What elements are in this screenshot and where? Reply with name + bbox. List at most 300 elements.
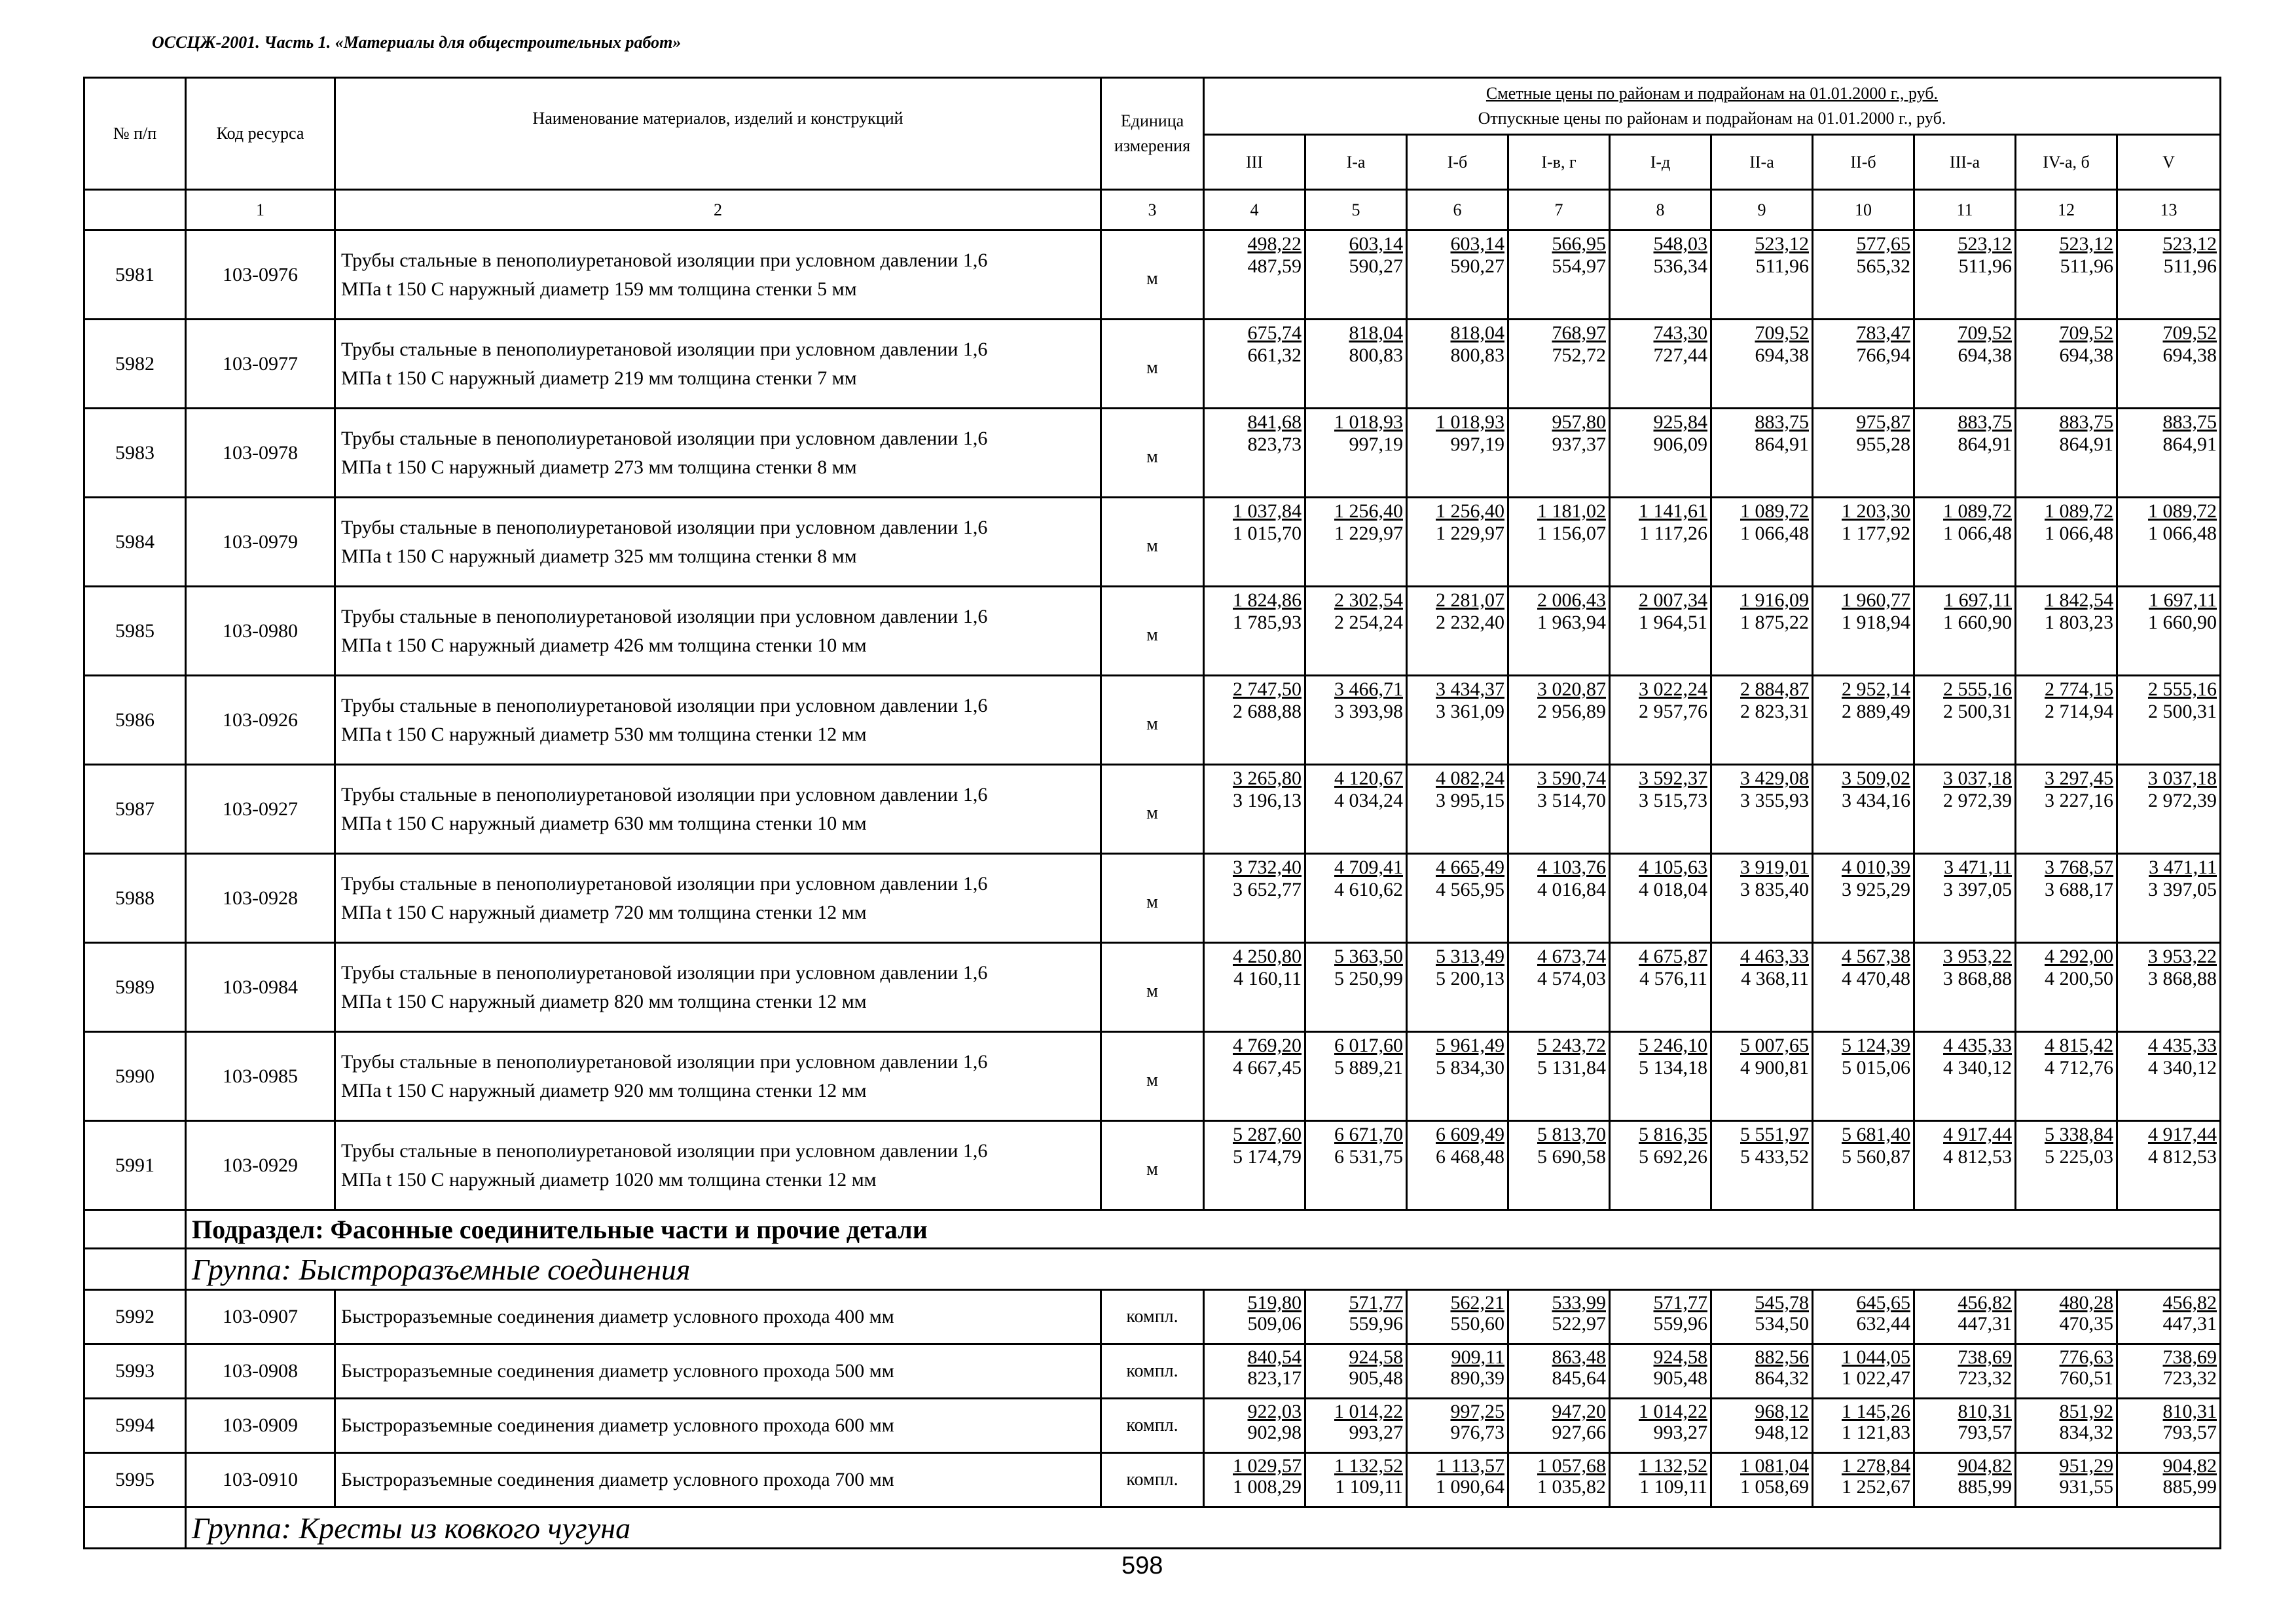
release-price: 2 956,89 — [1537, 701, 1606, 722]
row-number: 5986 — [85, 676, 187, 764]
material-name — [336, 1122, 1102, 1209]
page-number: 598 — [1121, 1552, 1163, 1579]
price-cell — [1205, 1454, 1306, 1506]
price-cell — [1408, 1399, 1509, 1452]
column-number: 8 — [1611, 191, 1712, 229]
release-price: 1 090,64 — [1436, 1476, 1504, 1498]
release-price: 1 875,22 — [1740, 612, 1809, 633]
unit: м — [1102, 766, 1205, 853]
price-cell — [1306, 1033, 1408, 1120]
material-name — [336, 231, 1102, 318]
material-name-line: МПа t 150 С наружный диаметр 820 мм толщина стенки 12 мм — [341, 990, 867, 1012]
estimate-price: 883,75 — [1755, 411, 1809, 433]
table-header-row — [85, 79, 2219, 191]
release-price: 2 889,49 — [1842, 701, 1910, 722]
release-price: 993,27 — [1653, 1422, 1707, 1443]
estimate-price: 4 815,42 — [2045, 1035, 2113, 1056]
region-header: II-а — [1712, 136, 1813, 189]
estimate-price: 4 082,24 — [1436, 767, 1504, 789]
resource-code: 103-0909 — [187, 1399, 336, 1452]
estimate-price: 5 243,72 — [1537, 1035, 1606, 1056]
price-cell — [2016, 855, 2118, 942]
price-cell — [1509, 498, 1611, 585]
region-header: IV-а, б — [2016, 136, 2118, 189]
price-cell — [2016, 231, 2118, 318]
material-name-line: Трубы стальные в пенополиуретановой изоляции при условном давлении 1,6 — [341, 872, 988, 895]
material-name-line: МПа t 150 С наружный диаметр 325 мм толщина стенки 8 мм — [341, 545, 857, 567]
price-cell — [1205, 855, 1306, 942]
price-cell — [1509, 1122, 1611, 1209]
row-number: 5989 — [85, 944, 187, 1031]
release-price: 1 229,97 — [1436, 523, 1504, 544]
release-price: 1 803,23 — [2045, 612, 2113, 633]
release-price: 937,37 — [1552, 434, 1606, 455]
estimate-price: 947,20 — [1552, 1401, 1606, 1422]
region-header: II-б — [1813, 136, 1915, 189]
price-cell — [1408, 320, 1509, 407]
release-price: 3 397,05 — [1943, 879, 2012, 900]
price-cell — [1509, 1033, 1611, 1120]
column-number: 11 — [1915, 191, 2016, 229]
estimate-price: 709,52 — [1958, 322, 2012, 344]
release-price: 3 227,16 — [2045, 790, 2113, 811]
price-cell — [2016, 1454, 2118, 1506]
release-price: 2 957,76 — [1639, 701, 1707, 722]
release-price: 694,38 — [2059, 344, 2113, 366]
estimate-price: 883,75 — [2162, 411, 2217, 433]
price-cell — [1306, 855, 1408, 942]
release-price: 661,32 — [1247, 344, 1302, 366]
unit: м — [1102, 320, 1205, 407]
release-price: 470,35 — [2059, 1313, 2113, 1335]
release-price: 554,97 — [1552, 255, 1606, 277]
release-price: 3 835,40 — [1740, 879, 1809, 900]
release-price: 590,27 — [1349, 255, 1403, 277]
column-number: 12 — [2016, 191, 2118, 229]
release-price: 1 963,94 — [1537, 612, 1606, 633]
estimate-price: 904,82 — [1958, 1455, 2012, 1477]
estimate-price: 3 509,02 — [1842, 767, 1910, 789]
material-name — [336, 855, 1102, 942]
material-name: Быстроразъемные соединения диаметр условного прохода 400 мм — [336, 1291, 1102, 1343]
resource-code: 103-0907 — [187, 1291, 336, 1343]
estimate-price: 3 590,74 — [1537, 767, 1606, 789]
estimate-price: 577,65 — [1856, 233, 1910, 255]
release-price: 1 117,26 — [1639, 523, 1707, 544]
release-price: 1 156,07 — [1537, 523, 1606, 544]
estimate-price: 533,99 — [1552, 1292, 1606, 1314]
region-header: III — [1205, 136, 1306, 189]
estimate-price: 5 287,60 — [1233, 1124, 1302, 1145]
unit: м — [1102, 231, 1205, 318]
column-number: 3 — [1102, 191, 1205, 229]
price-cell — [1509, 409, 1611, 496]
release-price: 5 131,84 — [1537, 1057, 1606, 1079]
resource-code: 103-0978 — [187, 409, 336, 496]
price-cell — [1408, 1454, 1509, 1506]
price-cell — [2118, 1033, 2219, 1120]
release-price: 4 200,50 — [2045, 968, 2113, 989]
estimate-price: 1 081,04 — [1740, 1455, 1809, 1477]
table-row — [85, 1454, 2219, 1508]
release-price: 2 500,31 — [2148, 701, 2217, 722]
release-price: 5 690,58 — [1537, 1146, 1606, 1168]
release-price: 4 712,76 — [2045, 1057, 2113, 1079]
unit: м — [1102, 855, 1205, 942]
price-cell — [1813, 1033, 1915, 1120]
resource-code: 103-0979 — [187, 498, 336, 585]
price-cell — [1408, 1033, 1509, 1120]
row-number: 5992 — [85, 1291, 187, 1343]
estimate-price: 5 681,40 — [1842, 1124, 1910, 1145]
row-number: 5994 — [85, 1399, 187, 1452]
price-cell — [2016, 587, 2118, 674]
price-cell — [1611, 1454, 1712, 1506]
estimate-price: 1 916,09 — [1740, 589, 1809, 611]
price-cell — [2118, 944, 2219, 1031]
price-cell — [1712, 1454, 1813, 1506]
release-price: 927,66 — [1552, 1422, 1606, 1443]
price-cell — [1205, 766, 1306, 853]
estimate-price: 5 313,49 — [1436, 946, 1504, 967]
estimate-price: 5 816,35 — [1639, 1124, 1707, 1145]
table-row — [85, 587, 2219, 676]
rows-section-connectors — [85, 1291, 2219, 1508]
release-price: 2 254,24 — [1334, 612, 1403, 633]
release-price: 864,91 — [2162, 434, 2217, 455]
estimate-price: 904,82 — [2162, 1455, 2217, 1477]
estimate-price: 924,58 — [1349, 1346, 1403, 1368]
release-price: 1 035,82 — [1537, 1476, 1606, 1498]
estimate-price: 3 471,11 — [2149, 857, 2217, 878]
price-cell — [1915, 1291, 2016, 1343]
material-name-text — [341, 781, 987, 838]
estimate-price: 776,63 — [2059, 1346, 2113, 1368]
price-cell — [1306, 409, 1408, 496]
release-price: 793,57 — [1958, 1422, 2012, 1443]
price-cell — [1205, 409, 1306, 496]
estimate-price: 1 824,86 — [1233, 589, 1302, 611]
release-price: 727,44 — [1653, 344, 1707, 366]
resource-code: 103-0980 — [187, 587, 336, 674]
table-row — [85, 1345, 2219, 1399]
estimate-price: 2 555,16 — [1943, 678, 2012, 700]
price-cell — [1509, 1345, 1611, 1397]
estimate-price: 1 256,40 — [1436, 500, 1504, 522]
price-cell — [1509, 1291, 1611, 1343]
material-name — [336, 498, 1102, 585]
estimate-price: 922,03 — [1247, 1401, 1302, 1422]
table-row — [85, 855, 2219, 944]
estimate-price: 1 029,57 — [1233, 1455, 1302, 1477]
release-price: 4 900,81 — [1740, 1057, 1809, 1079]
release-price: 509,06 — [1247, 1313, 1302, 1335]
estimate-price: 738,69 — [1958, 1346, 2012, 1368]
estimate-price: 1 256,40 — [1334, 500, 1403, 522]
price-cell — [1611, 498, 1712, 585]
prices-title-estimate: Сметные цены по районам и подрайонам на 01.01.2000 г., руб. — [1485, 84, 1939, 103]
price-cell — [1813, 320, 1915, 407]
group-title: Группа: Кресты из ковкого чугуна — [192, 1511, 631, 1545]
estimate-price: 603,14 — [1450, 233, 1504, 255]
price-cell — [1408, 409, 1509, 496]
resource-code: 103-0984 — [187, 944, 336, 1031]
release-price: 559,96 — [1349, 1313, 1403, 1335]
release-price: 6 468,48 — [1436, 1146, 1504, 1168]
estimate-price: 1 089,72 — [1943, 500, 2012, 522]
price-cell — [1205, 587, 1306, 674]
table-row — [85, 766, 2219, 855]
material-name-line: МПа t 150 С наружный диаметр 920 мм толщина стенки 12 мм — [341, 1079, 867, 1101]
unit: компл. — [1102, 1291, 1205, 1343]
unit: компл. — [1102, 1454, 1205, 1506]
unit: м — [1102, 676, 1205, 764]
estimate-price: 957,80 — [1552, 411, 1606, 433]
estimate-price: 743,30 — [1653, 322, 1707, 344]
release-price: 5 433,52 — [1740, 1146, 1809, 1168]
price-cell — [1915, 1345, 2016, 1397]
material-name-text — [341, 246, 987, 304]
price-cell — [1611, 409, 1712, 496]
header-code: Код ресурса — [187, 79, 336, 189]
estimate-price: 3 919,01 — [1740, 857, 1809, 878]
price-cell — [1813, 1345, 1915, 1397]
release-price: 823,73 — [1247, 434, 1302, 455]
release-price: 1 177,92 — [1842, 523, 1910, 544]
estimate-price: 5 007,65 — [1740, 1035, 1809, 1056]
release-price: 1 964,51 — [1639, 612, 1707, 633]
price-cell — [1306, 944, 1408, 1031]
estimate-price: 1 145,26 — [1842, 1401, 1910, 1422]
region-header: III-а — [1915, 136, 2016, 189]
estimate-price: 1 037,84 — [1233, 500, 1302, 522]
release-price: 845,64 — [1552, 1367, 1606, 1389]
price-cell — [2016, 766, 2118, 853]
price-cell — [1813, 1291, 1915, 1343]
price-cell — [1306, 498, 1408, 585]
material-name-line: Трубы стальные в пенополиуретановой изоляции при условном давлении 1,6 — [341, 427, 988, 449]
estimate-price: 4 917,44 — [2148, 1124, 2217, 1145]
estimate-price: 1 697,11 — [1944, 589, 2012, 611]
price-cell — [1915, 587, 2016, 674]
material-name-line: МПа t 150 С наружный диаметр 273 мм толщина стенки 8 мм — [341, 456, 857, 478]
release-price: 511,96 — [1958, 255, 2012, 277]
material-name-line: МПа t 150 С наружный диаметр 426 мм толщина стенки 10 мм — [341, 634, 867, 656]
material-name — [336, 944, 1102, 1031]
unit: м — [1102, 944, 1205, 1031]
estimate-price: 6 017,60 — [1334, 1035, 1403, 1056]
estimate-price: 571,77 — [1653, 1292, 1707, 1314]
release-price: 3 868,88 — [1943, 968, 2012, 989]
header-unit — [1102, 79, 1205, 189]
release-price: 1 058,69 — [1740, 1476, 1809, 1498]
row-number: 5995 — [85, 1454, 187, 1506]
release-price: 1 660,90 — [1943, 612, 2012, 633]
price-cell — [2118, 1345, 2219, 1397]
price-cell — [1408, 766, 1509, 853]
estimate-price: 841,68 — [1247, 411, 1302, 433]
estimate-price: 1 141,61 — [1639, 500, 1707, 522]
release-price: 511,96 — [2060, 255, 2113, 277]
group-title: Группа: Быстроразъемные соединения — [192, 1252, 691, 1286]
estimate-price: 2 747,50 — [1233, 678, 1302, 700]
release-price: 511,96 — [1755, 255, 1809, 277]
price-cell — [1205, 1291, 1306, 1343]
estimate-price: 5 551,97 — [1740, 1124, 1809, 1145]
price-cell — [1408, 231, 1509, 318]
unit: м — [1102, 1033, 1205, 1120]
release-price: 3 515,73 — [1639, 790, 1707, 811]
release-price: 4 368,11 — [1741, 968, 1809, 989]
estimate-price: 1 014,22 — [1639, 1401, 1707, 1422]
price-cell — [1712, 1399, 1813, 1452]
price-cell — [1813, 766, 1915, 853]
estimate-price: 997,25 — [1450, 1401, 1504, 1422]
estimate-price: 3 022,24 — [1639, 678, 1707, 700]
release-price: 800,83 — [1450, 344, 1504, 366]
table-row — [85, 1291, 2219, 1345]
price-cell — [2016, 320, 2118, 407]
estimate-price: 1 018,93 — [1436, 411, 1504, 433]
price-cell — [1306, 1399, 1408, 1452]
price-cell — [1712, 409, 1813, 496]
price-cell — [2118, 1454, 2219, 1506]
region-header: V — [2162, 152, 2175, 172]
release-price: 1 109,11 — [1639, 1476, 1707, 1498]
release-price: 5 889,21 — [1334, 1057, 1403, 1079]
price-cell — [1712, 231, 1813, 318]
price-cell — [1611, 587, 1712, 674]
release-price: 2 688,88 — [1233, 701, 1302, 722]
price-cell — [1813, 498, 1915, 585]
price-cell — [1611, 1399, 1712, 1452]
release-price: 590,27 — [1450, 255, 1504, 277]
estimate-price: 1 203,30 — [1842, 500, 1910, 522]
table-row — [85, 320, 2219, 409]
estimate-price: 3 466,71 — [1334, 678, 1403, 700]
estimate-price: 818,04 — [1450, 322, 1504, 344]
material-name-line: МПа t 150 С наружный диаметр 530 мм толщина стенки 12 мм — [341, 723, 867, 745]
material-name-line: Трубы стальные в пенополиуретановой изоляции при условном давлении 1,6 — [341, 783, 988, 805]
estimate-price: 1 132,52 — [1639, 1455, 1707, 1477]
price-cell — [1611, 766, 1712, 853]
release-price: 905,48 — [1653, 1367, 1707, 1389]
material-name-line: Трубы стальные в пенополиуретановой изоляции при условном давлении 1,6 — [341, 1139, 988, 1162]
price-cell — [2118, 1122, 2219, 1209]
release-price: 2 232,40 — [1436, 612, 1504, 633]
estimate-price: 3 953,22 — [1943, 946, 2012, 967]
price-cell — [2118, 587, 2219, 674]
estimate-price: 523,12 — [2059, 233, 2113, 255]
column-number: 13 — [2160, 200, 2178, 219]
release-price: 997,19 — [1450, 434, 1504, 455]
release-price: 5 015,06 — [1842, 1057, 1910, 1079]
estimate-price: 4 010,39 — [1842, 857, 1910, 878]
price-cell — [1915, 1454, 2016, 1506]
material-name-line: Трубы стальные в пенополиуретановой изоляции при условном давлении 1,6 — [341, 338, 988, 360]
unit: м — [1102, 587, 1205, 674]
material-name — [336, 409, 1102, 496]
release-price: 3 995,15 — [1436, 790, 1504, 811]
price-cell — [1611, 1033, 1712, 1120]
release-price: 760,51 — [2059, 1367, 2113, 1389]
header-no: № п/п — [85, 79, 187, 189]
price-cell — [1712, 320, 1813, 407]
estimate-price: 818,04 — [1349, 322, 1403, 344]
estimate-price: 863,48 — [1552, 1346, 1606, 1368]
estimate-price: 498,22 — [1247, 233, 1302, 255]
release-price: 1 229,97 — [1334, 523, 1403, 544]
column-number-row — [85, 191, 2219, 231]
resource-code: 103-0976 — [187, 231, 336, 318]
price-cell — [1813, 1399, 1915, 1452]
row-number: 5985 — [85, 587, 187, 674]
price-cell — [1509, 944, 1611, 1031]
release-price: 823,17 — [1247, 1367, 1302, 1389]
estimate-price: 5 124,39 — [1842, 1035, 1910, 1056]
release-price: 511,96 — [2163, 255, 2217, 277]
estimate-price: 456,82 — [1958, 1292, 2012, 1314]
price-cell — [2118, 231, 2219, 318]
estimate-price: 1 057,68 — [1537, 1455, 1606, 1477]
release-price: 885,99 — [2162, 1476, 2217, 1498]
price-cell — [1205, 1399, 1306, 1452]
estimate-price: 1 044,05 — [1842, 1346, 1910, 1368]
row-number: 5982 — [85, 320, 187, 407]
estimate-price: 4 435,33 — [1943, 1035, 2012, 1056]
price-cell — [2118, 855, 2219, 942]
release-price: 694,38 — [2162, 344, 2217, 366]
price-cell — [1611, 944, 1712, 1031]
price-cell — [1306, 676, 1408, 764]
estimate-price: 709,52 — [1755, 322, 1809, 344]
price-cell — [2016, 1399, 2118, 1452]
estimate-price: 4 292,00 — [2045, 946, 2113, 967]
release-price: 6 531,75 — [1334, 1146, 1403, 1168]
release-price: 885,99 — [1958, 1476, 2012, 1498]
rows-section-pipes — [85, 231, 2219, 1211]
price-cell — [1915, 498, 2016, 585]
estimate-price: 925,84 — [1653, 411, 1707, 433]
release-price: 5 692,26 — [1639, 1146, 1707, 1168]
price-cell — [2118, 498, 2219, 585]
material-name-text — [341, 1048, 987, 1105]
price-cell — [2016, 1291, 2118, 1343]
header-prices — [1205, 79, 2219, 189]
price-cell — [1205, 231, 1306, 318]
release-price: 1 066,48 — [2045, 523, 2113, 544]
estimate-price: 566,95 — [1552, 233, 1606, 255]
price-cell — [1915, 676, 2016, 764]
estimate-price: 603,14 — [1349, 233, 1403, 255]
release-price: 766,94 — [1856, 344, 1910, 366]
price-cell — [2016, 1122, 2118, 1209]
estimate-price: 3 265,80 — [1233, 767, 1302, 789]
estimate-price: 3 037,18 — [1943, 767, 2012, 789]
price-cell — [1306, 231, 1408, 318]
estimate-price: 2 555,16 — [2148, 678, 2217, 700]
release-price: 3 393,98 — [1334, 701, 1403, 722]
release-price: 4 812,53 — [2148, 1146, 2217, 1168]
estimate-price: 5 338,84 — [2045, 1124, 2113, 1145]
estimate-price: 4 435,33 — [2148, 1035, 2217, 1056]
estimate-price: 909,11 — [1451, 1346, 1504, 1368]
price-cell — [1205, 944, 1306, 1031]
estimate-price: 5 246,10 — [1639, 1035, 1707, 1056]
release-price: 2 714,94 — [2045, 701, 2113, 722]
price-cell — [1509, 320, 1611, 407]
row-number: 5990 — [85, 1033, 187, 1120]
